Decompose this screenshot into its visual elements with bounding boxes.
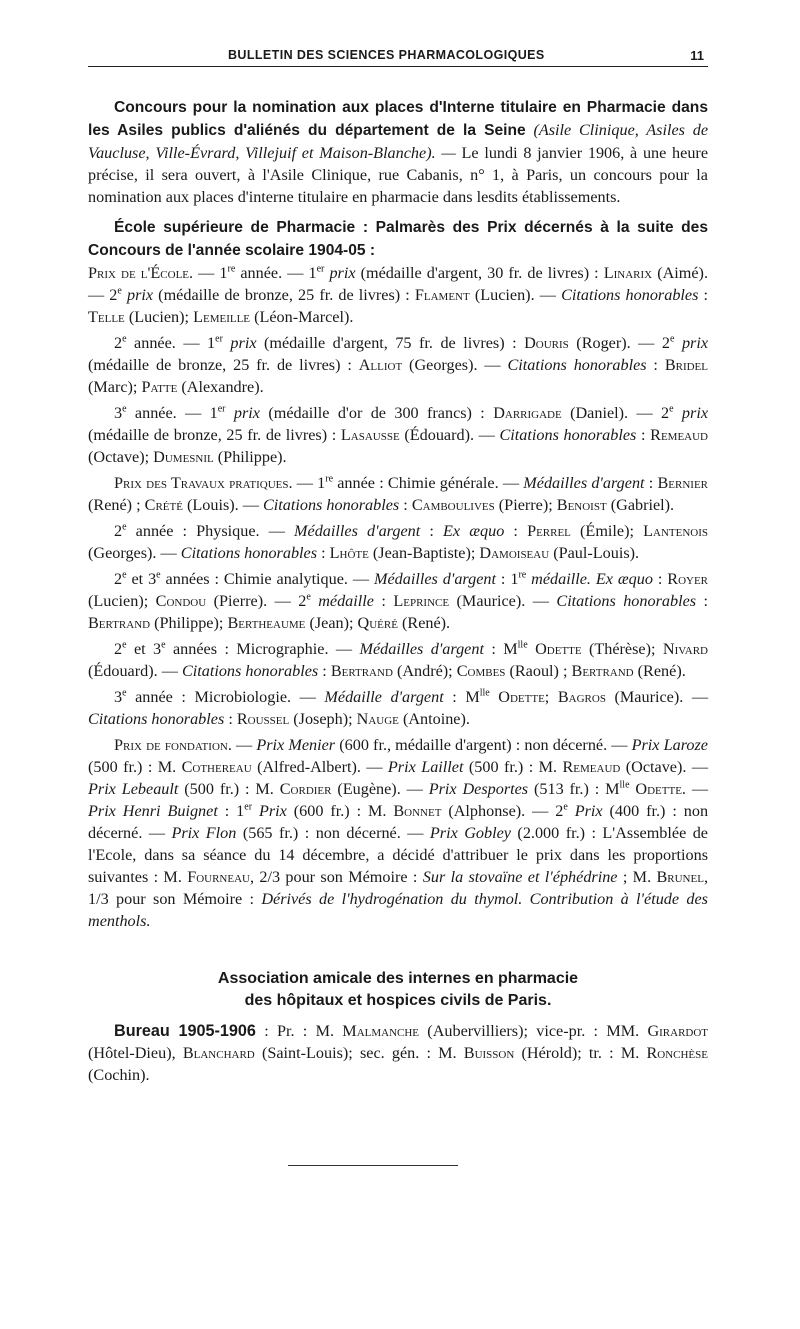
prize-name: Prix Lebeault — [88, 780, 179, 798]
italic-text: Médailles d'argent — [374, 570, 496, 588]
person-name: Blanchard — [182, 1044, 255, 1062]
person-name: Remeaud — [650, 426, 709, 444]
person-name: Lhôte — [329, 544, 369, 562]
text: (500 fr.) : M. — [178, 780, 280, 798]
person-name: Bernier — [657, 474, 709, 492]
text: : — [652, 570, 668, 588]
text: (500 fr.) : M. — [88, 758, 182, 776]
text: — — [231, 736, 257, 754]
text: 3 — [114, 688, 123, 706]
person-name: Darrigade — [493, 404, 562, 422]
person-name: Bagros — [557, 688, 606, 706]
prix-ecole-paragraph — [88, 262, 708, 328]
text: (Lucien); — [124, 308, 194, 326]
section-label: Prix de l'École. — [88, 264, 194, 282]
journal-title: BULLETIN DES SCIENCES PHARMACOLOGIQUES — [228, 48, 545, 62]
superscript: e — [563, 801, 568, 813]
text: (René) ; — [88, 496, 145, 514]
text: (Marc); — [88, 378, 142, 396]
superscript: re — [518, 569, 527, 581]
italic-text: Prix — [258, 802, 287, 820]
text: (Aubervilliers); vice-pr. : MM. — [419, 1022, 648, 1040]
text: (Joseph); — [289, 710, 357, 728]
person-name: Camboulives — [411, 496, 495, 514]
text: (600 fr., médaille d'argent) : non décerné. — — [335, 736, 632, 754]
prize-name: Prix Laillet — [387, 758, 464, 776]
concours-paragraph — [88, 96, 708, 208]
page-number: 11 — [690, 48, 704, 63]
article-body — [88, 96, 708, 1086]
text: (Hôtel-Dieu), — [88, 1044, 183, 1062]
text: (Paul-Louis). — [549, 544, 640, 562]
person-name: Remeaud — [562, 758, 621, 776]
text: année. — 1 — [235, 264, 317, 282]
superscript: e — [122, 333, 127, 345]
superscript: e — [161, 639, 166, 651]
text: (Pierre); — [494, 496, 557, 514]
text: (médaille de bronze, 25 fr. de livres) : — [88, 426, 341, 444]
text: : — [399, 496, 412, 514]
text: (400 fr.) : non décerné. — — [88, 802, 709, 842]
italic-text: Citations honorables — [561, 286, 699, 304]
text: années : Chimie analytique. — — [160, 570, 375, 588]
chimie-analytique-paragraph — [88, 568, 708, 634]
text: (Georges). — — [402, 356, 508, 374]
end-rule — [288, 1165, 458, 1166]
person-name: Nauge — [356, 710, 399, 728]
text: : — [644, 474, 658, 492]
prize-name: Prix Desportes — [428, 780, 529, 798]
text: année. — 1 — [126, 404, 218, 422]
text: années : Micrographie. — — [165, 640, 360, 658]
person-name: Telle — [88, 308, 125, 326]
person-name: Alliot — [358, 356, 403, 374]
prize-name: Prix Laroze — [631, 736, 708, 754]
superscript: e — [122, 639, 127, 651]
troisieme-annee-paragraph — [88, 402, 708, 468]
person-name: Cothereau — [181, 758, 252, 776]
person-name: Flament — [414, 286, 470, 304]
text: (Lucien); — [88, 592, 156, 610]
text: : — [504, 522, 528, 540]
section-label: Prix des Travaux pratiques. — [114, 474, 293, 492]
text: (André); — [392, 662, 457, 680]
text: 2 — [114, 522, 123, 540]
association-heading — [88, 968, 708, 1012]
text: : — [373, 592, 394, 610]
text: (médaille d'argent, 75 fr. de livres) : — [256, 334, 525, 352]
text: ; M. — [617, 868, 657, 886]
text: (2.000 fr.) : L'Assemblée de l'Ecole, dans sa séance du 14 décembre, a décidé d'attribuer le prix dans les proportions suivantes : M. — [88, 824, 708, 886]
superscript: e — [669, 403, 674, 415]
text: (Alphonse). — 2 — [441, 802, 564, 820]
person-name: Royer — [667, 570, 709, 588]
italic-text: Ex æquo — [443, 522, 505, 540]
person-name: Buisson — [463, 1044, 515, 1062]
text: (Hérold); tr. : M. — [514, 1044, 647, 1062]
text: (Antoine). — [398, 710, 470, 728]
text: et 3 — [126, 640, 162, 658]
text: (Maurice). — — [449, 592, 557, 610]
person-name: Linarix — [603, 264, 653, 282]
person-name: Malmanche — [342, 1022, 420, 1040]
superscript: e — [306, 591, 311, 603]
person-name: Bertrand — [330, 662, 393, 680]
person-name: Ronchèse — [646, 1044, 708, 1062]
text: : — [636, 426, 651, 444]
superscript: lle — [479, 687, 490, 699]
text: (Octave). — — [620, 758, 709, 776]
text: (Cochin). — [88, 1066, 150, 1084]
text: (565 fr.) : non décerné. — — [236, 824, 430, 842]
italic-text: médaille. Ex æquo — [531, 570, 653, 588]
text: (médaille de bronze, 25 fr. de livres) : — [153, 286, 415, 304]
italic-text: prix — [681, 334, 709, 352]
text: année. — 1 — [126, 334, 216, 352]
text: : — [698, 286, 709, 304]
person-name: Lemeille — [193, 308, 251, 326]
person-name: Odette — [535, 640, 582, 658]
text: : — [318, 662, 331, 680]
prize-name: Prix Flon — [171, 824, 237, 842]
superscript: lle — [517, 639, 528, 651]
person-name: Roussel — [236, 710, 290, 728]
italic-text: Citations honorables — [88, 710, 225, 728]
text: . — — [681, 780, 709, 798]
italic-text: Citations honorables — [180, 544, 318, 562]
person-name: Bertrand — [571, 662, 634, 680]
prix-fondation-paragraph — [88, 734, 708, 932]
text: (Philippe). — [213, 448, 287, 466]
person-name: Bertheaume — [227, 614, 306, 632]
italic-text: Citations honorables — [499, 426, 637, 444]
text: , 2/3 pour son Mémoire : — [249, 868, 423, 886]
superscript: er — [316, 263, 325, 275]
superscript: e — [117, 285, 122, 297]
italic-text: prix — [329, 264, 356, 282]
association-heading-line-1: Association amicale des internes en pharmacie — [217, 970, 579, 987]
text: 2 — [114, 570, 123, 588]
text: (Raoul) ; — [505, 662, 572, 680]
association-heading-line-2: des hôpitaux et hospices civils de Paris. — [244, 992, 552, 1009]
text: : — [420, 522, 443, 540]
text: (Philippe); — [150, 614, 228, 632]
text: (500 fr.) : M. — [463, 758, 563, 776]
section-label: Prix de fondation. — [114, 736, 232, 754]
text: (Louis). — — [182, 496, 263, 514]
text: (Édouard). — — [399, 426, 500, 444]
italic-text: Citations honorables — [507, 356, 647, 374]
running-head — [88, 46, 708, 67]
concours-heading: Concours pour la nomination aux places d'Interne titulaire en Pharmacie dans les Asiles publics d'aliénés du département de la Seine — [88, 99, 708, 139]
person-name: Brunel — [656, 868, 704, 886]
person-name: Condou — [155, 592, 207, 610]
person-name: Bertrand — [88, 614, 151, 632]
text: : — [317, 544, 330, 562]
text: (Alfred-Albert). — — [251, 758, 388, 776]
text: (Gabriel). — [606, 496, 675, 514]
person-name: Bonnet — [393, 802, 442, 820]
asiles-list: (Asile Clinique, Asiles de Vaucluse, Ville-Évrard, Villejuif et Maison-Blanche). — — [88, 121, 709, 162]
memoir-title: Sur la stovaïne et l'éphédrine — [422, 868, 618, 886]
text: (Alexandre). — [177, 378, 264, 396]
person-name: Fourneau — [187, 868, 250, 886]
italic-text: Citations honorables — [262, 496, 400, 514]
text: (Saint-Louis); sec. gén. : M. — [254, 1044, 464, 1062]
superscript: e — [122, 569, 127, 581]
text: — 1 — [292, 474, 326, 492]
text: (Jean); — [305, 614, 358, 632]
person-name: Cordier — [279, 780, 332, 798]
text: année : Physique. — — [126, 522, 295, 540]
italic-text: prix — [681, 404, 708, 422]
text: (Georges). — — [88, 544, 181, 562]
person-name: Girardot — [647, 1022, 709, 1040]
italic-text: Médailles d'argent — [359, 640, 484, 658]
ecole-heading: École supérieure de Pharmacie : Palmarès des Prix décernés à la suite des Concours de l'année scolaire 1904-05 : — [88, 219, 708, 259]
italic-text: Médaille d'argent — [324, 688, 444, 706]
micrographie-paragraph — [88, 638, 708, 682]
person-name: Douris — [524, 334, 569, 352]
ecole-heading-paragraph — [88, 216, 708, 262]
text: (René). — [397, 614, 451, 632]
text: (Édouard). — — [88, 662, 182, 680]
person-name: Quéré — [357, 614, 398, 632]
text: : — [646, 356, 665, 374]
superscript: e — [122, 403, 127, 415]
bureau-paragraph — [88, 1020, 708, 1086]
text: et 3 — [126, 570, 157, 588]
person-name: Damoiseau — [479, 544, 550, 562]
text: (Léon-Marcel). — [250, 308, 354, 326]
superscript: er — [244, 801, 253, 813]
superscript: e — [669, 333, 675, 345]
person-name: Lasausse — [340, 426, 400, 444]
person-name: Odette — [498, 688, 545, 706]
person-name: Benoist — [556, 496, 607, 514]
text: (Jean-Baptiste); — [368, 544, 480, 562]
text: (René). — [633, 662, 686, 680]
memoir-title: Dérivés de l'hydrogénation du thymol. Contribution à l'étude des menthols. — [88, 890, 708, 930]
text: : M — [483, 640, 518, 658]
concours-text: Le lundi 8 janvier 1906, à une heure précise, il sera ouvert, à l'Asile Clinique, rue Cabanis, n° 1, à Paris, un concours pour la nomination aux places d'interne titulaire en pharmacie dans lesdits établissements. — [88, 144, 709, 206]
text: , 1/3 pour son Mémoire : — [88, 868, 708, 908]
person-name: Nivard — [662, 640, 708, 658]
text: (Daniel). — 2 — [561, 404, 670, 422]
text: (Roger). — 2 — [568, 334, 670, 352]
text: 3 — [114, 404, 123, 422]
person-name: Lantenois — [643, 522, 708, 540]
person-name: Perrel — [527, 522, 571, 540]
superscript: re — [227, 263, 236, 275]
travaux-pratiques-paragraph — [88, 472, 708, 516]
text: 2 — [114, 640, 123, 658]
superscript: er — [217, 403, 226, 415]
text: (Thérèse); — [581, 640, 663, 658]
text: : 1 — [217, 802, 245, 820]
italic-text: Citations honorables — [181, 662, 319, 680]
text: : — [696, 592, 709, 610]
text: (Octave); — [88, 448, 154, 466]
text: : Pr. : M. — [255, 1022, 343, 1040]
text: (médaille d'argent, 30 fr. de livres) : — [355, 264, 604, 282]
text: 2 — [114, 334, 123, 352]
italic-text: médaille — [318, 592, 374, 610]
text: : M — [443, 688, 480, 706]
superscript: e — [156, 569, 161, 581]
italic-text: Citations honorables — [556, 592, 697, 610]
text: année : Chimie générale. — — [333, 474, 524, 492]
text: (Maurice). — — [605, 688, 709, 706]
italic-text: Prix — [574, 802, 603, 820]
text: (513 fr.) : M — [528, 780, 620, 798]
superscript: lle — [619, 779, 630, 791]
text: (Aimé). — 2 — [88, 264, 708, 304]
person-name: Patte — [141, 378, 178, 396]
text: (Eugène). — — [331, 780, 429, 798]
microbiologie-paragraph — [88, 686, 708, 730]
person-name: Bridel — [664, 356, 708, 374]
italic-text: prix — [126, 286, 154, 304]
text: : 1 — [496, 570, 519, 588]
superscript: re — [325, 473, 334, 485]
prize-name: Prix Henri Buignet — [88, 802, 218, 820]
prize-name: Prix Gobley — [429, 824, 511, 842]
prize-name: Prix Menier — [256, 736, 336, 754]
physique-paragraph — [88, 520, 708, 564]
person-name: Odette — [635, 780, 682, 798]
person-name: Crété — [144, 496, 183, 514]
text: (Pierre). — 2 — [206, 592, 307, 610]
italic-text: prix — [230, 334, 257, 352]
text: : — [224, 710, 237, 728]
superscript: e — [122, 687, 127, 699]
text: année : Microbiologie. — — [126, 688, 325, 706]
deuxieme-annee-paragraph — [88, 332, 708, 398]
italic-text: Médailles d'argent — [294, 522, 421, 540]
text: (600 fr.) : M. — [286, 802, 394, 820]
bureau-label: Bureau 1905-1906 — [114, 1022, 256, 1040]
person-name: Leprince — [393, 592, 450, 610]
person-name: Combes — [456, 662, 506, 680]
italic-text: Médailles d'argent — [523, 474, 645, 492]
superscript: er — [215, 333, 223, 345]
person-name: Dumesnil — [153, 448, 214, 466]
superscript: e — [122, 521, 127, 533]
text: ; — [544, 688, 558, 706]
italic-text: prix — [233, 404, 260, 422]
text: — 1 — [193, 264, 228, 282]
text: (Émile); — [570, 522, 644, 540]
text: (Lucien). — — [469, 286, 562, 304]
text: (médaille de bronze, 25 fr. de livres) : — [88, 356, 359, 374]
text: (médaille d'or de 300 francs) : — [259, 404, 494, 422]
